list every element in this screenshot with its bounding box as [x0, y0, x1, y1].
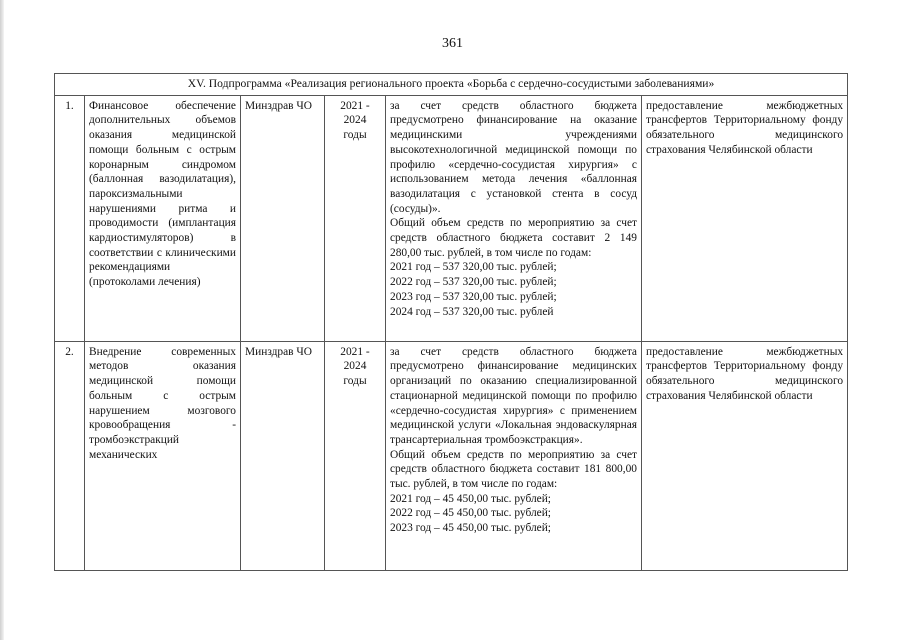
- description-text: за счет средств областного бюджета предусмотрено финансирование медицинских организаций по оказанию специализированной стационарной медицинской помощи по профилю «сердечно-сосудистая хирургия» с применением медицинской услуги «Локальная эндоваскулярная трансартериальная тромбоэкстракция».: [390, 345, 637, 446]
- description-text: за счет средств областного бюджета предусмотрено финансирование на оказание медицинскими учреждениями высокотехнологичной медицинской помощи по профилю «сердечно-сосудистая хирургия» с использованием метода лечения «баллонная вазодилатация с установкой стента в сосуд (сосуды)».: [390, 99, 637, 215]
- result-cell: предоставление межбюджетных трансфертов Территориальному фонду обязательного медицинского страхования Челябинской области: [642, 341, 848, 570]
- year-line: 2024 год – 537 320,00 тыс. рублей: [390, 305, 554, 318]
- year-line: 2022 год – 537 320,00 тыс. рублей;: [390, 276, 557, 289]
- scan-edge-shadow: [0, 0, 4, 640]
- table-row: [55, 341, 848, 570]
- section-header-row: [55, 74, 848, 96]
- total-text: Общий объем средств по мероприятию за счет средств областного бюджета составит 181 800,00 тыс. рублей, в том числе по годам:: [390, 448, 637, 491]
- period-suffix: годы: [343, 129, 367, 142]
- year-line: 2021 год – 45 450,00 тыс. рублей;: [390, 492, 551, 505]
- period-suffix: годы: [343, 375, 367, 388]
- total-text: Общий объем средств по мероприятию за счет средств областного бюджета составит 2 149 280,00 тыс. рублей, в том числе по годам:: [390, 217, 637, 259]
- measure-cell: Финансовое обеспечение дополнительных объемов оказания медицинской помощи больным с острым коронарным синдромом (баллонная вазодилатация), пароксизмальными нарушениями ритма и проводимости (имплантация кардиостимуляторов) в соответствии с клиническими рекомендациями (протоколами лечения): [85, 95, 241, 341]
- page-number: 361: [442, 36, 463, 51]
- row-number: 2.: [55, 341, 85, 570]
- year-line: 2021 год – 537 320,00 тыс. рублей;: [390, 261, 557, 274]
- period-cell: [325, 341, 386, 570]
- period-years: 2021 - 2024: [340, 99, 370, 127]
- measure-cell: Внедрение современных методов оказания медицинской помощи больным с острым нарушением мозгового кровообращения - тромбоэкстракций механических: [85, 341, 241, 570]
- period-cell: [325, 95, 386, 341]
- year-line: 2022 год – 45 450,00 тыс. рублей;: [390, 507, 551, 520]
- description-cell: [386, 341, 642, 570]
- table-row: [55, 95, 848, 341]
- row-number: 1.: [55, 95, 85, 341]
- executor-cell: Минздрав ЧО: [241, 341, 325, 570]
- description-cell: [386, 95, 642, 341]
- year-line: 2023 год – 537 320,00 тыс. рублей;: [390, 290, 557, 303]
- result-cell: предоставление межбюджетных трансфертов Территориальному фонду обязательного медицинского страхования Челябинской области: [642, 95, 848, 341]
- period-years: 2021 - 2024: [340, 345, 370, 373]
- section-title: XV. Подпрограмма «Реализация регионального проекта «Борьба с сердечно-сосудистыми заболеваниями»: [55, 74, 848, 96]
- program-table: [54, 73, 848, 571]
- year-line: 2023 год – 45 450,00 тыс. рублей;: [390, 522, 551, 535]
- executor-cell: Минздрав ЧО: [241, 95, 325, 341]
